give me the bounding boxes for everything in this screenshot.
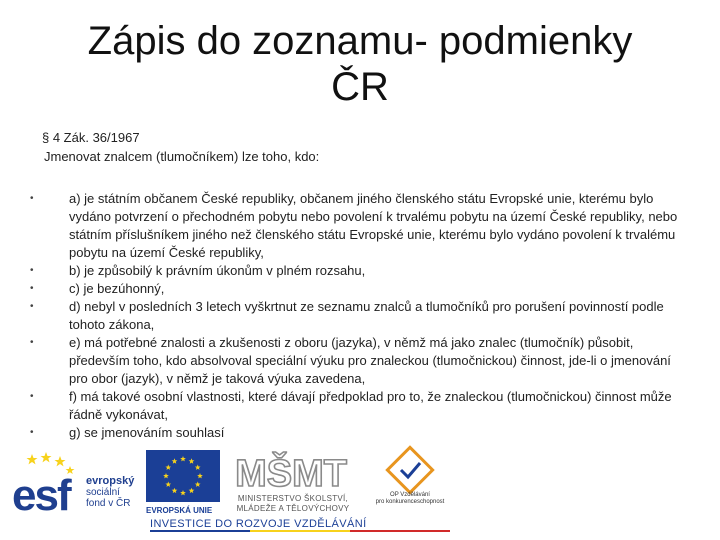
bar-red [350, 530, 450, 532]
intro-block [42, 128, 682, 166]
msmt-line-2: MLÁDEŽE A TĚLOVÝCHOVY [236, 504, 350, 513]
eu-flag-icon [146, 450, 220, 502]
condition-item: • c) je bezúhonný, [30, 280, 685, 298]
esf-line-1: evropský [86, 475, 135, 487]
intro-lead: Jmenovat znalcem (tlumočníkem) lze toho, kdo: [44, 149, 320, 164]
bar-blue [150, 530, 250, 532]
msmt-label [228, 494, 358, 514]
slide-title-line-1: Zápis do zoznamu- podmienky [87, 19, 633, 63]
condition-item: • a) je státním občanem České republiky, občanem jiného členského státu Evropské unie, kterému bylo vydáno potvrzení o přechodném pobytu nebo povolení k trvalému pobytu na území České republiky, nebo státním příslušníkem jiného než členského státu Evropské unie, kterému bylo vydáno povolení k trvalému pobytu na území České republiky, [30, 190, 685, 262]
law-reference: § 4 Zák. 36/1967 [42, 130, 140, 145]
esf-text [86, 476, 146, 509]
bar-yellow [250, 530, 350, 532]
conditions-list [30, 190, 685, 442]
condition-item: • f) má takové osobní vlastnosti, které dávají předpoklad pro to, že znaleckou (tlumočnickou) činnost může řádně vykonávat, [30, 388, 685, 424]
esf-line-2: sociální [86, 487, 120, 498]
tricolor-bar [150, 530, 450, 532]
msmt-mark-text: MŠMT [235, 453, 347, 495]
op-label [374, 492, 446, 506]
op-logo [374, 448, 446, 520]
condition-item: • d) nebyl v posledních 3 letech vyškrtnut ze seznamu znalců a tlumočníků pro porušení povinností podle tohoto zákona, [30, 298, 685, 334]
eu-label: EVROPSKÁ UNIE [146, 506, 213, 515]
esf-logo [10, 448, 142, 528]
op-line-2: pro konkurenceschopnost [375, 499, 445, 505]
logo-strip [0, 444, 720, 540]
esf-line-3: fond v ČR [86, 498, 131, 509]
slide-title [0, 18, 720, 110]
op-line-1: OP Vzdělávání [390, 492, 430, 498]
condition-item: • e) má potřebné znalosti a zkušenosti z oboru (jazyka), v němž má jako znalec (tlumočník) působit, především toho, kdo absolvoval speciální výuku pro znaleckou (tlumočnickou) činnost, jde-li o jmenování pro obor (jazyk), v němž je taková výuka zavedena, [30, 334, 685, 388]
condition-item: • g) se jmenováním souhlasí [30, 424, 685, 442]
esf-wordmark: esf [12, 471, 70, 520]
condition-item: • b) je způsobilý k právním úkonům v plném rozsahu, [30, 262, 685, 280]
investment-slogan: INVESTICE DO ROZVOJE VZDĚLÁVÁNÍ [150, 518, 367, 530]
msmt-mark-icon [235, 446, 347, 495]
op-emblem-icon [374, 448, 446, 492]
msmt-logo [228, 446, 358, 516]
slide-title-line-2: ČR [331, 65, 389, 109]
msmt-line-1: MINISTERSTVO ŠKOLSTVÍ, [237, 494, 349, 503]
eu-logo [146, 450, 222, 522]
